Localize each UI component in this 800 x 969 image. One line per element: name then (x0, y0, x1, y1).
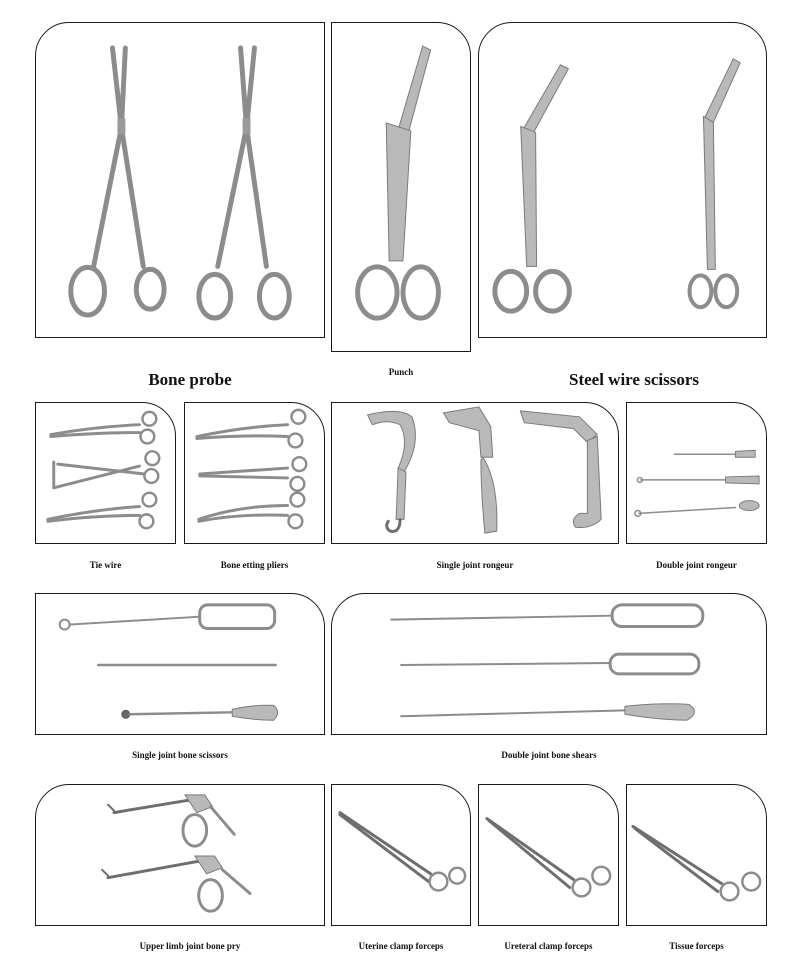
steel-wire-scissors-panel (478, 22, 767, 338)
double-joint-rongeur-image (627, 403, 766, 543)
uterine-clamp-forceps-image (332, 785, 470, 925)
punch-image (332, 23, 470, 351)
tissue-forceps-image (627, 785, 766, 925)
single-joint-rongeur-panel (331, 402, 619, 544)
caption-steel-wire-scissors: Steel wire scissors (569, 370, 699, 389)
upper-limb-joint-bone-pry-image (36, 785, 324, 925)
tissue-forceps-panel (626, 784, 767, 926)
single-joint-bone-scissors-panel (35, 593, 325, 735)
bone-probe-panel (35, 22, 325, 338)
double-joint-bone-shears-panel (331, 593, 767, 735)
bone-cutting-pliers-panel (184, 402, 325, 544)
punch-panel (331, 22, 471, 352)
caption-bone-probe: Bone probe (148, 370, 232, 389)
caption-bone-cutting-pliers: Bone etting pliers (220, 560, 289, 570)
caption-double-joint-rongeur: Double joint rongeur (656, 560, 737, 570)
caption-tissue-forceps: Tissue forceps (669, 941, 724, 951)
ureteral-clamp-forceps-image (479, 785, 618, 925)
single-joint-rongeur-image (332, 403, 618, 543)
bone-cutting-pliers-image (185, 403, 324, 543)
caption-upper-limb-joint-bone-pry: Upper limb joint bone pry (139, 941, 241, 951)
caption-tie-wire: Tie wire (89, 560, 122, 570)
double-joint-rongeur-panel (626, 402, 767, 544)
caption-uterine-clamp-forceps: Uterine clamp forceps (358, 941, 444, 951)
uterine-clamp-forceps-panel (331, 784, 471, 926)
double-joint-bone-shears-image (332, 594, 766, 734)
caption-ureteral-clamp-forceps: Ureteral clamp forceps (504, 941, 593, 951)
caption-double-joint-bone-shears: Double joint bone shears (501, 750, 597, 760)
caption-punch: Punch (388, 367, 414, 377)
tie-wire-panel (35, 402, 176, 544)
ureteral-clamp-forceps-panel (478, 784, 619, 926)
caption-single-joint-rongeur: Single joint rongeur (436, 560, 514, 570)
upper-limb-joint-bone-pry-panel (35, 784, 325, 926)
bone-probe-image (36, 23, 324, 337)
tie-wire-image (36, 403, 175, 543)
single-joint-bone-scissors-image (36, 594, 324, 734)
caption-single-joint-bone-scissors: Single joint bone scissors (132, 750, 228, 760)
steel-wire-scissors-image (479, 23, 766, 337)
